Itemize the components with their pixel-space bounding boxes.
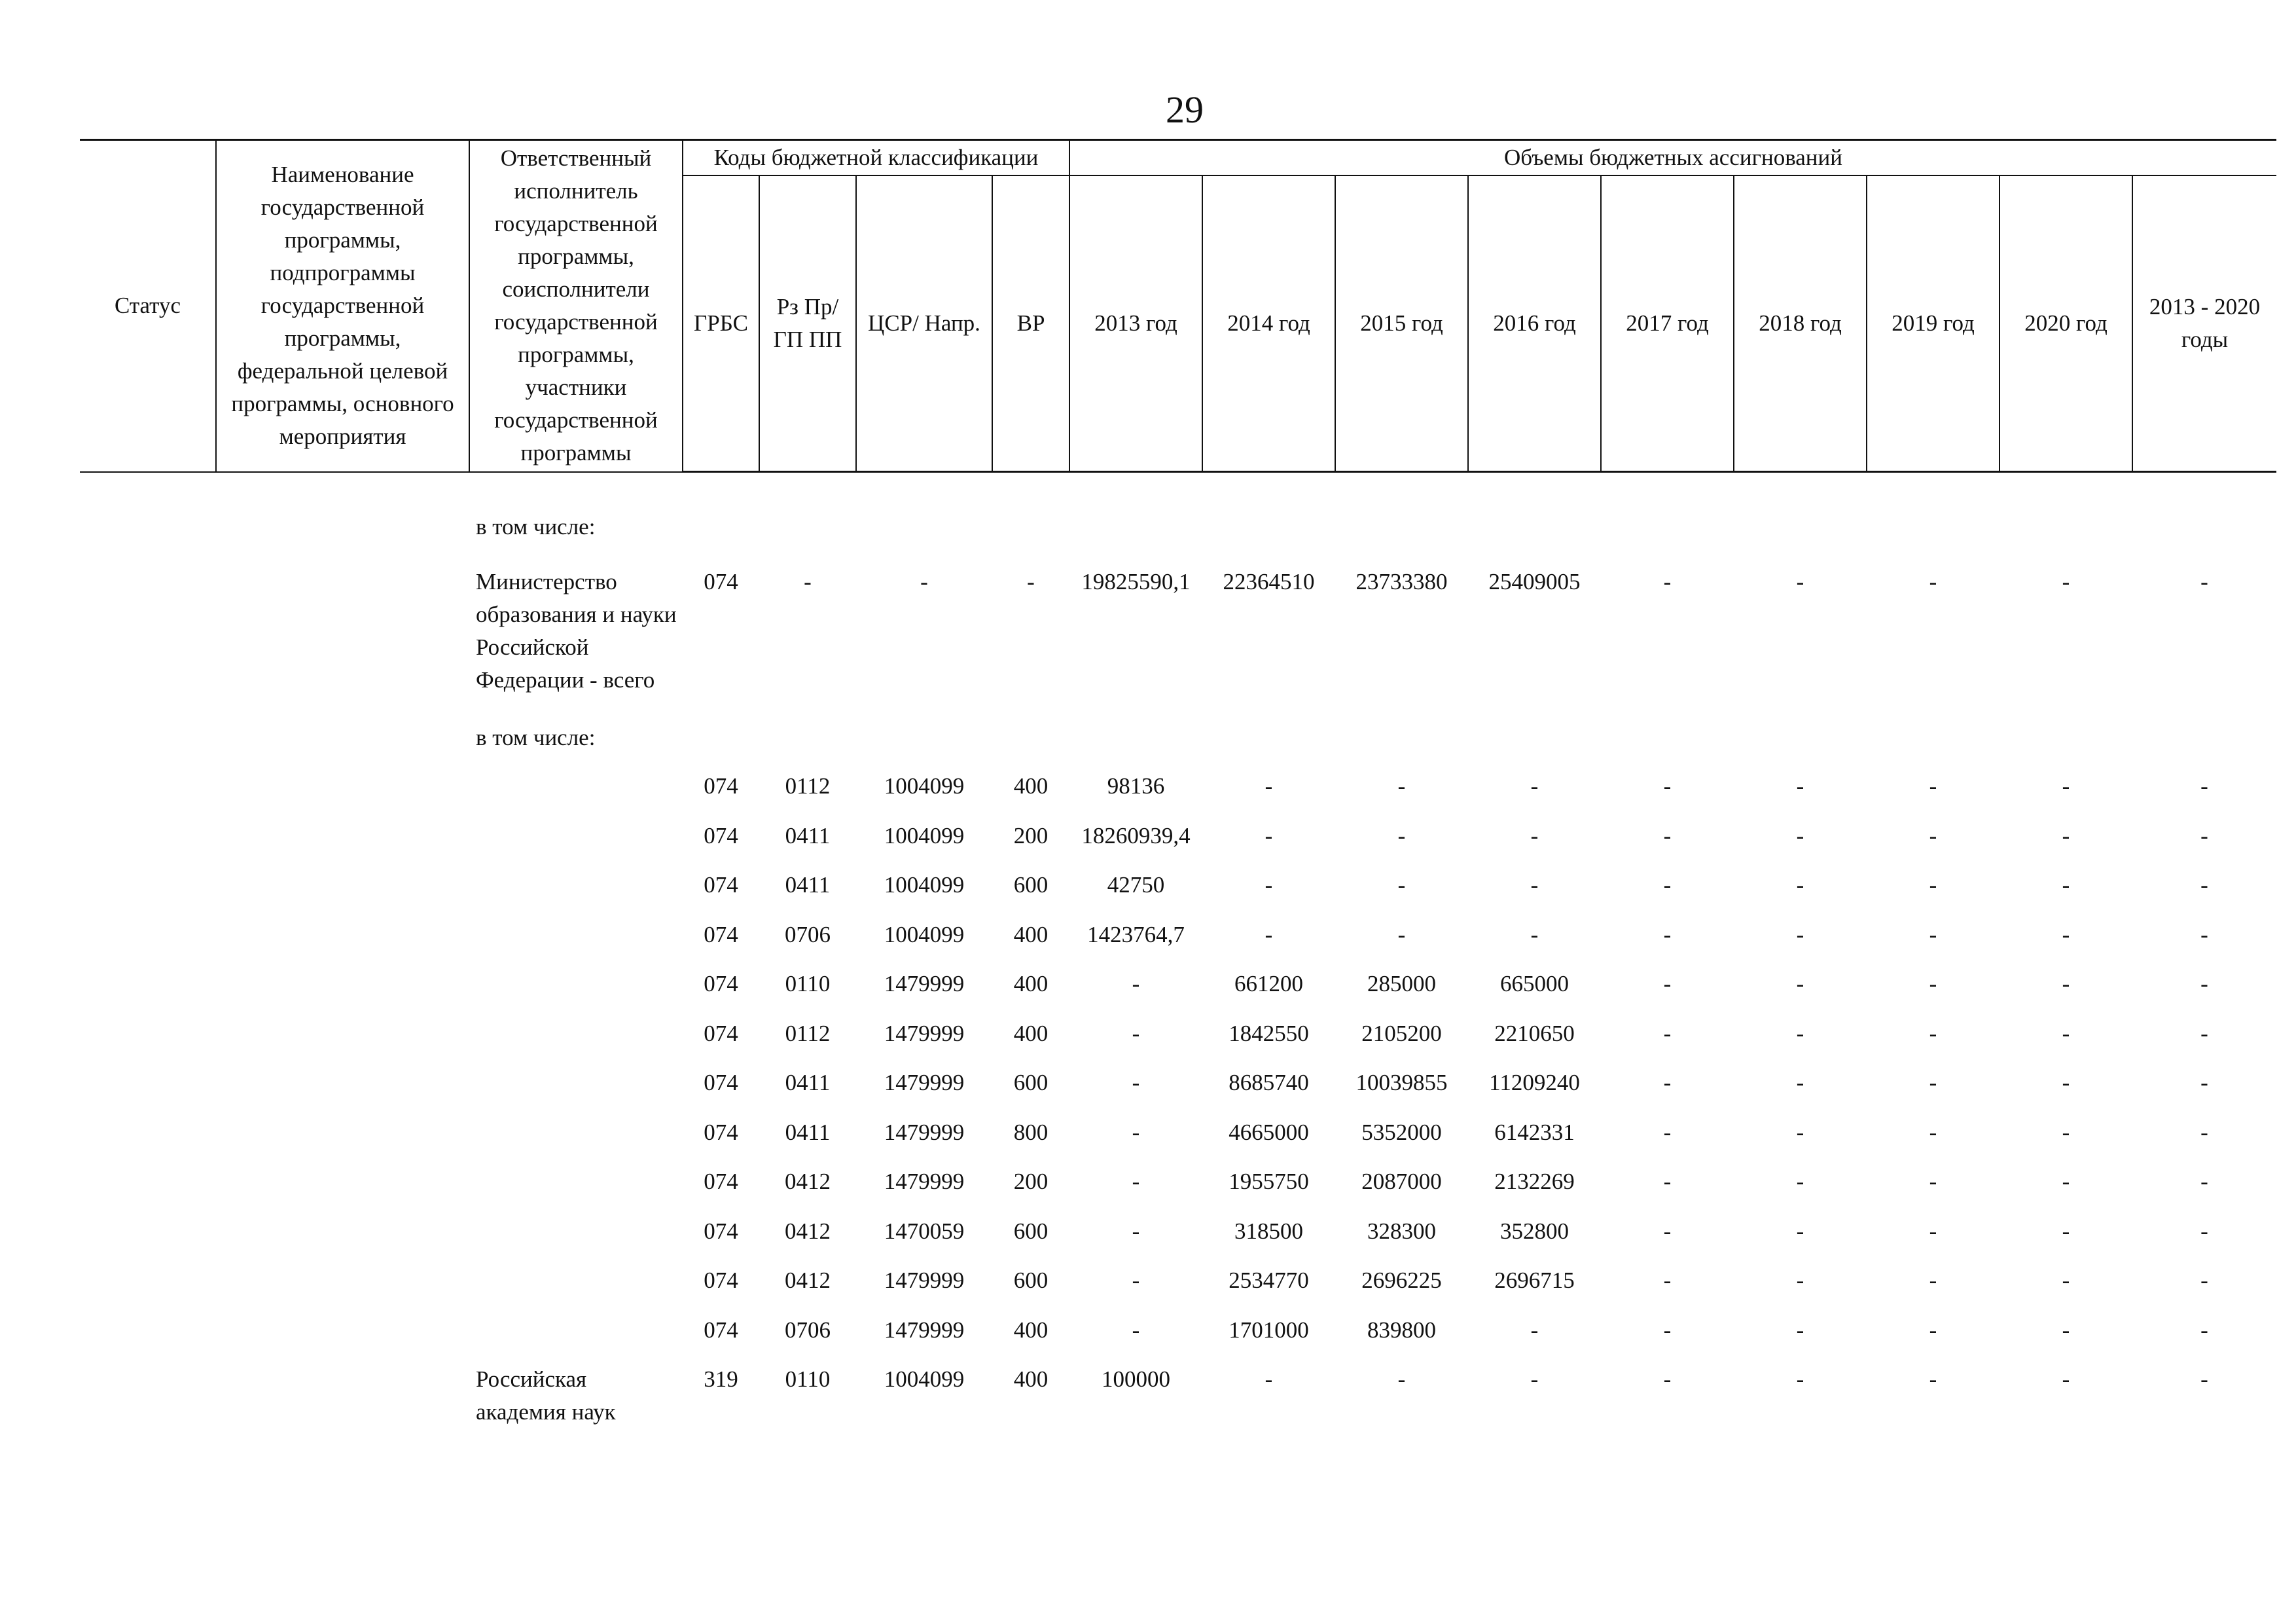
table-cell: 2696225 <box>1361 1267 1442 1293</box>
table-cell: 074 <box>704 971 738 996</box>
table-cell: - <box>2200 1020 2208 1046</box>
table-cell: - <box>1530 921 1539 947</box>
table-cell: - <box>1663 569 1672 594</box>
table-cell: - <box>1929 822 1937 848</box>
table-cell: 074 <box>704 1119 738 1145</box>
table-cell: 1004099 <box>884 872 965 898</box>
budget-allocation-table <box>80 139 2276 1435</box>
table-cell: - <box>1132 971 1140 996</box>
header-grbs: ГРБС <box>683 175 759 472</box>
table-cell: - <box>1796 1218 1804 1244</box>
table-cell: - <box>2200 1119 2208 1145</box>
table-cell: - <box>1663 872 1672 898</box>
table-cell: 42750 <box>1107 872 1165 898</box>
table-cell: - <box>1929 1169 1937 1194</box>
table-cell: 0411 <box>785 822 831 848</box>
table-row <box>80 559 2276 716</box>
table-cell: 074 <box>704 1267 738 1293</box>
table-cell: - <box>1397 1366 1406 1392</box>
table-cell: 074 <box>704 1070 738 1095</box>
table-cell: - <box>1929 921 1937 947</box>
table-cell: 19825590,1 <box>1081 569 1191 594</box>
table-cell: 18260939,4 <box>1081 822 1191 848</box>
header-year-2020: 2020 год <box>2000 175 2132 472</box>
table-cell: - <box>1132 1119 1140 1145</box>
table-cell: 800 <box>1013 1119 1049 1145</box>
table-cell: 400 <box>1013 1366 1049 1392</box>
table-cell: 2210650 <box>1494 1020 1575 1046</box>
table-cell: 074 <box>704 1169 738 1194</box>
header-codes-group: Коды бюджетной классификации <box>683 140 1069 176</box>
header-year-2013: 2013 год <box>1069 175 1202 472</box>
table-header <box>80 140 2276 472</box>
table-cell: - <box>804 569 812 594</box>
table-cell: 074 <box>704 1020 738 1046</box>
table-cell: 665000 <box>1500 971 1569 996</box>
table-cell: 074 <box>704 1317 738 1343</box>
table-cell: - <box>2200 569 2208 594</box>
table-cell: 319 <box>704 1366 738 1392</box>
table-cell: - <box>1397 921 1406 947</box>
table-cell: 352800 <box>1500 1218 1569 1244</box>
table-cell: - <box>1929 1020 1937 1046</box>
table-cell: - <box>1663 1119 1672 1145</box>
header-year-2015: 2015 год <box>1335 175 1468 472</box>
table-cell: - <box>2200 773 2208 799</box>
table-cell: - <box>1265 822 1273 848</box>
table-cell: 4665000 <box>1229 1119 1309 1145</box>
ministry-name: Министерство образования и науки Российской Федерации - всего <box>476 569 677 693</box>
header-responsible: Ответственный исполнитель государственной программы, соисполнители государственной программы, участники государственной программы <box>469 140 683 472</box>
table-cell: 8685740 <box>1229 1070 1309 1095</box>
table-cell: - <box>2062 569 2070 594</box>
header-year-2016: 2016 год <box>1468 175 1601 472</box>
table-cell: - <box>2062 1070 2070 1095</box>
header-name: Наименование государственной программы, подпрограммы государственной программы, федеральной целевой программы, основного мероприятия <box>216 140 469 472</box>
table-cell: - <box>1796 1267 1804 1293</box>
table-cell: - <box>1929 773 1937 799</box>
table-cell: 0411 <box>785 872 831 898</box>
header-year-total: 2013 - 2020 годы <box>2132 175 2276 472</box>
table-cell: 0411 <box>785 1070 831 1095</box>
table-cell: - <box>1663 773 1672 799</box>
table-cell: 98136 <box>1107 773 1165 799</box>
header-year-2019: 2019 год <box>1867 175 2000 472</box>
table-cell: - <box>1530 1366 1539 1392</box>
table-cell: 6142331 <box>1494 1119 1575 1145</box>
table-row <box>80 716 2276 770</box>
header-csr: ЦСР/ Напр. <box>856 175 992 472</box>
table-cell: - <box>2200 1366 2208 1392</box>
table-cell: - <box>2062 822 2070 848</box>
table-cell: 600 <box>1013 872 1049 898</box>
table-cell: - <box>1265 921 1273 947</box>
table-cell: - <box>1796 1366 1804 1392</box>
table-cell: 2132269 <box>1494 1169 1575 1194</box>
header-year-2014: 2014 год <box>1202 175 1335 472</box>
table-cell: 200 <box>1013 822 1049 848</box>
table-cell: 23733380 <box>1355 569 1448 594</box>
table-cell: - <box>1397 872 1406 898</box>
table-cell: - <box>1796 872 1804 898</box>
table-cell: - <box>1663 1169 1672 1194</box>
table-cell: - <box>2200 1267 2208 1293</box>
table-cell: - <box>2062 872 2070 898</box>
table-cell: 1479999 <box>884 1119 965 1145</box>
table-cell: - <box>1929 1317 1937 1343</box>
table-cell: 1004099 <box>884 921 965 947</box>
table-cell: 318500 <box>1234 1218 1303 1244</box>
table-cell: - <box>1132 1218 1140 1244</box>
table-cell: - <box>1796 569 1804 594</box>
table-cell: - <box>1132 1169 1140 1194</box>
table-cell: 600 <box>1013 1070 1049 1095</box>
table-cell: 22364510 <box>1223 569 1315 594</box>
table-cell: - <box>1929 872 1937 898</box>
table-cell: 0110 <box>785 1366 831 1392</box>
table-cell: - <box>2062 1317 2070 1343</box>
table-cell: 1479999 <box>884 1317 965 1343</box>
table-cell: - <box>1796 773 1804 799</box>
table-cell: - <box>2200 1070 2208 1095</box>
table-cell: - <box>2062 971 2070 996</box>
table-row <box>80 869 2276 919</box>
table-cell: - <box>1027 569 1035 594</box>
table-cell: - <box>2200 1218 2208 1244</box>
table-cell: - <box>1796 1317 1804 1343</box>
table-cell: - <box>2200 822 2208 848</box>
table-cell: - <box>1929 1267 1937 1293</box>
intro-label: в том числе: <box>476 514 596 539</box>
table-cell: 400 <box>1013 1317 1049 1343</box>
table-cell: - <box>1929 569 1937 594</box>
table-cell: - <box>1929 971 1937 996</box>
table-cell: - <box>1663 1317 1672 1343</box>
table-cell: - <box>1530 1317 1539 1343</box>
table-cell: - <box>1265 1366 1273 1392</box>
sub-label: в том числе: <box>476 725 596 750</box>
table-cell: - <box>1132 1020 1140 1046</box>
table-cell: 1479999 <box>884 1070 965 1095</box>
table-cell: - <box>1265 872 1273 898</box>
table-cell: 1004099 <box>884 773 965 799</box>
table-cell: - <box>1530 872 1539 898</box>
table-cell: - <box>1929 1119 1937 1145</box>
table-cell: - <box>1929 1218 1937 1244</box>
table-row <box>80 1264 2276 1314</box>
table-cell: - <box>1397 773 1406 799</box>
table-cell: 0110 <box>785 971 831 996</box>
header-year-2017: 2017 год <box>1601 175 1734 472</box>
table-cell: - <box>1663 1267 1672 1293</box>
page-number: 29 <box>1166 88 1204 131</box>
table-cell: 100000 <box>1102 1366 1170 1392</box>
table-cell: 328300 <box>1367 1218 1436 1244</box>
table-cell: 1479999 <box>884 1267 965 1293</box>
table-cell: - <box>1397 822 1406 848</box>
table-cell: - <box>1132 1070 1140 1095</box>
table-row <box>80 820 2276 869</box>
table-cell: - <box>1132 1317 1140 1343</box>
table-cell: 5352000 <box>1361 1119 1442 1145</box>
table-row <box>80 1116 2276 1166</box>
table-cell: 0706 <box>785 921 831 947</box>
table-cell: 2534770 <box>1229 1267 1309 1293</box>
table-cell: 2087000 <box>1361 1169 1442 1194</box>
table-cell: 1423764,7 <box>1087 921 1185 947</box>
table-cell: - <box>1663 1020 1672 1046</box>
header-status: Статус <box>80 140 216 472</box>
table-row <box>80 968 2276 1017</box>
table-cell: - <box>2062 921 2070 947</box>
table-cell: 074 <box>704 921 738 947</box>
table-cell: 600 <box>1013 1267 1049 1293</box>
table-cell: - <box>1530 773 1539 799</box>
table-cell: 2696715 <box>1494 1267 1575 1293</box>
header-rzpr: Рз Пр/ ГП ПП <box>759 175 856 472</box>
table-cell: - <box>1663 1366 1672 1392</box>
table-cell: - <box>1796 1119 1804 1145</box>
table-cell: 400 <box>1013 921 1049 947</box>
table-cell: - <box>1663 1070 1672 1095</box>
table-row <box>80 1067 2276 1116</box>
table-row <box>80 919 2276 968</box>
table-cell: - <box>2200 872 2208 898</box>
table-cell: 285000 <box>1367 971 1436 996</box>
header-vr: ВР <box>992 175 1069 472</box>
table-cell: - <box>1663 822 1672 848</box>
table-row <box>80 1314 2276 1364</box>
table-cell: - <box>2200 1169 2208 1194</box>
table-cell: - <box>1929 1366 1937 1392</box>
table-cell: 1004099 <box>884 1366 965 1392</box>
table-cell: - <box>1796 971 1804 996</box>
table-cell: - <box>2062 1218 2070 1244</box>
table-cell: 400 <box>1013 971 1049 996</box>
table-cell: - <box>1796 1070 1804 1095</box>
table-cell: 1701000 <box>1229 1317 1309 1343</box>
table-cell: 11209240 <box>1489 1070 1580 1095</box>
table-cell: 1479999 <box>884 1169 965 1194</box>
table-cell: 074 <box>704 569 738 594</box>
table-cell: - <box>1796 822 1804 848</box>
table-cell: - <box>2062 773 2070 799</box>
table-cell: 600 <box>1013 1218 1049 1244</box>
table-cell: 200 <box>1013 1169 1049 1194</box>
table-cell: 1955750 <box>1229 1169 1309 1194</box>
table-cell: 074 <box>704 773 738 799</box>
table-cell: 0412 <box>785 1169 831 1194</box>
table-row <box>80 1017 2276 1067</box>
table-cell: - <box>2062 1119 2070 1145</box>
table-cell: 839800 <box>1367 1317 1436 1343</box>
table-cell: 0411 <box>785 1119 831 1145</box>
table-cell: - <box>2062 1020 2070 1046</box>
table-row <box>80 770 2276 820</box>
table-cell: 1842550 <box>1229 1020 1309 1046</box>
academy-name: Российская академия наук <box>476 1366 616 1425</box>
table-cell: - <box>1132 1267 1140 1293</box>
table-cell: - <box>2200 1317 2208 1343</box>
table-cell: 25409005 <box>1488 569 1581 594</box>
table-cell: - <box>1530 822 1539 848</box>
table-row <box>80 1165 2276 1215</box>
table-cell: 10039855 <box>1355 1070 1448 1095</box>
table-cell: 1470059 <box>884 1218 965 1244</box>
budget-table-wrapper <box>80 139 2276 1435</box>
table-cell: 0112 <box>785 1020 831 1046</box>
table-cell: 074 <box>704 1218 738 1244</box>
table-cell: - <box>1265 773 1273 799</box>
table-cell: - <box>1929 1070 1937 1095</box>
table-cell: 661200 <box>1234 971 1303 996</box>
table-cell: 400 <box>1013 773 1049 799</box>
table-cell: 074 <box>704 872 738 898</box>
table-cell: - <box>920 569 928 594</box>
table-cell: 0112 <box>785 773 831 799</box>
table-row <box>80 505 2276 559</box>
table-cell: - <box>1796 921 1804 947</box>
table-cell: - <box>1796 1020 1804 1046</box>
table-cell: 0412 <box>785 1218 831 1244</box>
table-body <box>80 472 2276 1436</box>
table-cell: 1479999 <box>884 971 965 996</box>
table-cell: 1479999 <box>884 1020 965 1046</box>
table-cell: - <box>1796 1169 1804 1194</box>
table-cell: - <box>2200 971 2208 996</box>
table-cell: 2105200 <box>1361 1020 1442 1046</box>
table-cell: - <box>2062 1366 2070 1392</box>
table-cell: - <box>2200 921 2208 947</box>
table-cell: - <box>2062 1267 2070 1293</box>
table-cell: 400 <box>1013 1020 1049 1046</box>
table-cell: - <box>1663 971 1672 996</box>
table-cell: 074 <box>704 822 738 848</box>
table-cell: 0412 <box>785 1267 831 1293</box>
table-cell: - <box>2062 1169 2070 1194</box>
table-cell: 1004099 <box>884 822 965 848</box>
table-cell: - <box>1663 1218 1672 1244</box>
table-cell: - <box>1663 921 1672 947</box>
table-cell: 0706 <box>785 1317 831 1343</box>
table-row <box>80 1215 2276 1265</box>
header-volumes-group: Объемы бюджетных ассигнований <box>1069 140 2276 176</box>
table-row <box>80 1363 2276 1435</box>
header-year-2018: 2018 год <box>1734 175 1867 472</box>
